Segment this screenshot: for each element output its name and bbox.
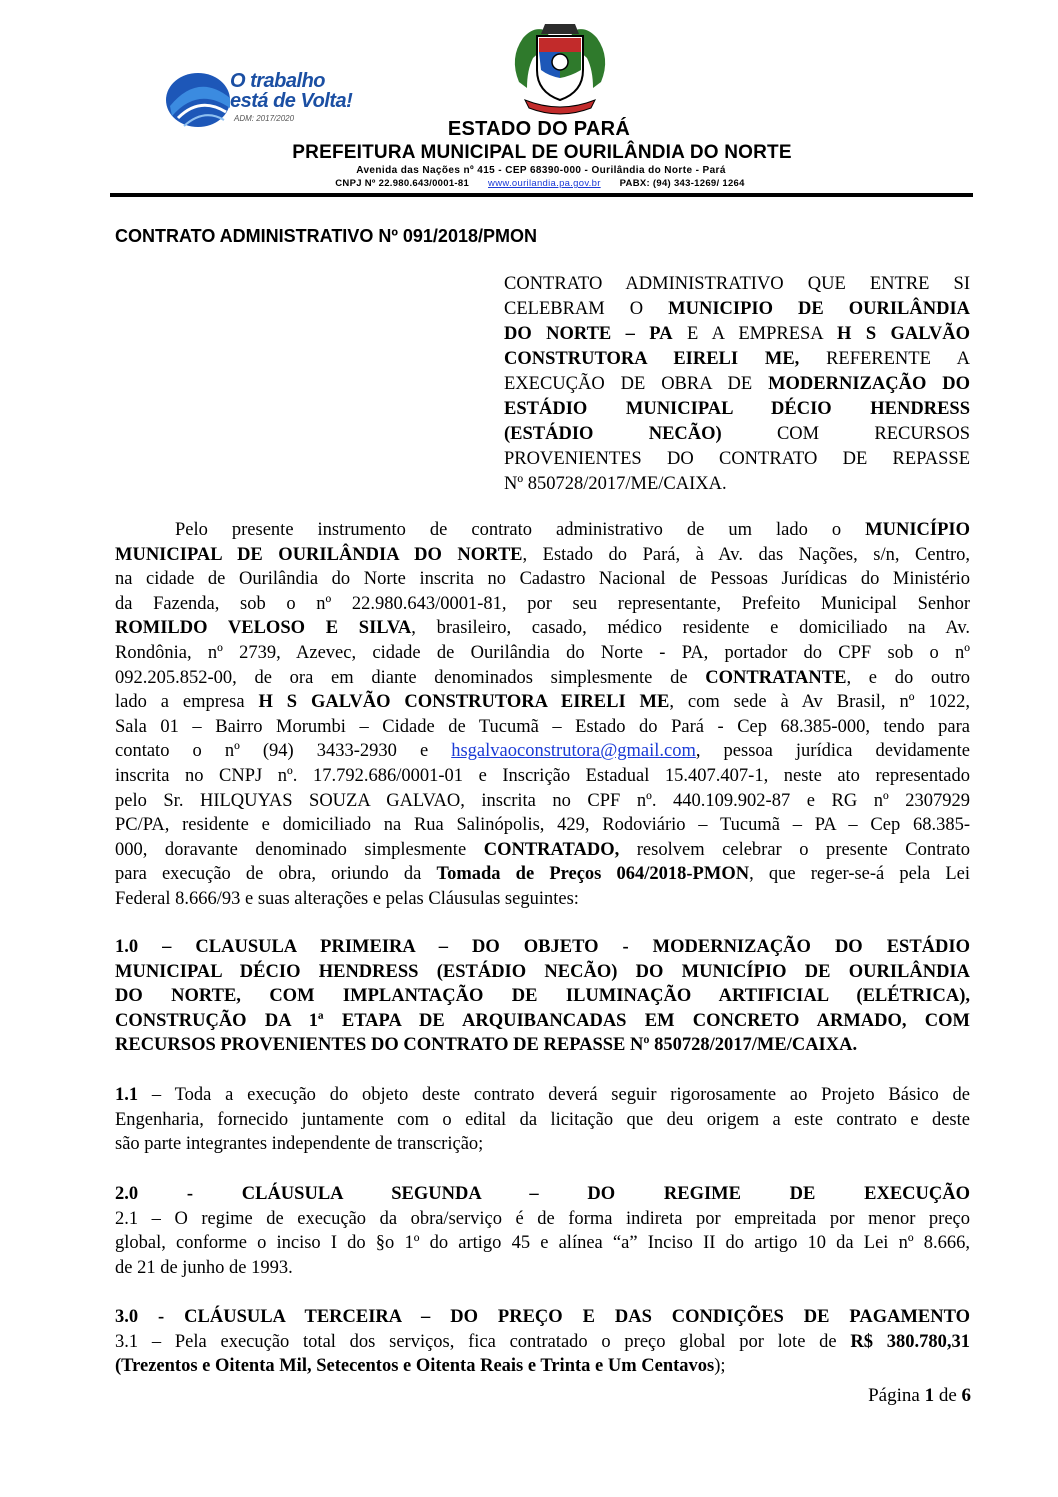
text-segment: COM RECURSOS — [721, 424, 970, 444]
text-segment: , brasileiro, casado, médico residente e domiciliado na Av. — [411, 618, 971, 639]
text-segment: resolvem celebrar o presente Contrato — [619, 839, 970, 860]
text-segment: pelo Sr. HILQUYAS SOUZA GALVAO, inscrita no CPF nº. 440.109.902-87 e RG nº 2307929 — [115, 790, 970, 811]
text-line — [115, 789, 970, 814]
coat-of-arms-icon — [505, 18, 615, 118]
text-segment: na cidade de Ourilândia do Norte inscrita no Cadastro Nacional de Pessoas Jurídicas do Ministério — [115, 569, 970, 590]
text-segment: CELEBRAM O — [504, 299, 669, 319]
text-line — [504, 397, 970, 422]
bold-text: ESTÁDIO MUNICIPAL DÉCIO HENDRESS — [504, 399, 970, 419]
text-segment: Engenharia, fornecido juntamente com o edital da licitação que deu origem a este contrato e deste — [115, 1109, 970, 1130]
website-link[interactable]: www.ourilandia.pa.gov.br — [488, 178, 601, 189]
prefecture-heading: PREFEITURA MUNICIPAL DE OURILÂNDIA DO NORTE — [292, 142, 792, 163]
bold-text: MUNICIPAL DÉCIO HENDRESS (ESTÁDIO NECÃO) DO MUNICÍPIO DE OURILÂNDIA — [115, 961, 970, 982]
text-segment: lado a empresa — [115, 692, 259, 713]
bold-text: 1.0 – CLAUSULA PRIMEIRA – DO OBJETO - MODERNIZAÇÃO DO ESTÁDIO — [115, 937, 970, 957]
text-segment: – Toda a execução do objeto deste contrato deverá seguir rigorosamente ao Projeto Básico de — [138, 1085, 970, 1105]
page-number — [868, 1385, 971, 1407]
text-line — [115, 739, 970, 764]
logo-line-2: está de Volta! — [230, 90, 353, 112]
text-line — [115, 1083, 970, 1108]
text-segment: global, conforme o inciso I do §o 1º do artigo 45 e alínea “a” Inciso II do artigo 10 da Lei nº 8.666, — [115, 1233, 970, 1254]
text-segment: , pessoa jurídica devidamente — [695, 741, 970, 762]
clause-1-object — [115, 935, 970, 1058]
bold-text: (Trezentos e Oitenta Mil, Setecentos e Oitenta Reais e Trinta e Um Centavos — [115, 1356, 715, 1377]
bold-text: 2.0 - CLÁUSULA SEGUNDA – DO REGIME DE EXECUÇÃO — [115, 1184, 970, 1204]
page-prefix: Página — [868, 1385, 925, 1406]
contract-title: CONTRATO ADMINISTRATIVO Nº 091/2018/PMON — [115, 226, 537, 246]
text-segment: CONTRATO ADMINISTRATIVO QUE ENTRE SI — [504, 274, 970, 294]
text-segment: , Estado do Pará, à Av. das Nações, s/n, Centro, — [522, 544, 970, 565]
header-divider — [110, 193, 973, 197]
page-total: 6 — [961, 1385, 971, 1406]
bold-text: R$ 380.780,31 — [850, 1331, 970, 1352]
text-line — [115, 690, 970, 715]
text-segment: REFERENTE A — [799, 349, 970, 369]
logo-line-3: ADM: 2017/2020 — [234, 114, 295, 123]
text-line — [504, 272, 970, 297]
text-line — [115, 592, 970, 617]
text-segment: EXECUÇÃO DE OBRA DE — [504, 374, 769, 394]
state-heading: ESTADO DO PARÁ — [447, 118, 631, 140]
text-line — [115, 960, 970, 985]
logo-line-1: O trabalho — [230, 70, 326, 92]
bold-text: CONSTRUTORA EIRELI ME, — [504, 349, 800, 369]
text-segment: Pelo presente instrumento de contrato administrativo de um lado o — [175, 520, 866, 540]
text-segment: Federal 8.666/93 e suas alterações e pelas Cláusulas seguintes: — [115, 888, 579, 909]
text-segment: , com sede à Av Brasil, nº 1022, — [669, 692, 970, 713]
text-line — [115, 838, 970, 863]
text-line — [115, 887, 970, 912]
text-line — [115, 616, 970, 641]
text-segment: 092.205.852-00, de ora em diante denominados simplesmente de — [115, 667, 706, 688]
text-line — [115, 715, 970, 740]
text-segment: , e do outro — [846, 667, 970, 688]
text-segment: Nº 850728/2017/ME/CAIXA. — [504, 474, 727, 494]
bold-text: CONSTRUÇÃO DA 1ª ETAPA DE ARQUIBANCADAS EM CONCRETO ARMADO, COM — [115, 1010, 970, 1031]
page-current: 1 — [924, 1385, 935, 1406]
bold-text: 3.0 - CLÁUSULA TERCEIRA – DO PREÇO E DAS CONDIÇÕES DE PAGAMENTO — [115, 1307, 970, 1327]
bold-text: CONTRATANTE — [705, 667, 847, 688]
text-line — [115, 862, 970, 887]
text-line — [115, 1207, 970, 1232]
text-line — [115, 1305, 970, 1330]
text-segment: 000, doravante denominado simplesmente — [115, 839, 484, 860]
bold-text: CONTRATADO, — [483, 839, 620, 860]
text-segment: , que reger-se-á pela Lei — [749, 864, 971, 885]
text-segment: Sala 01 – Bairro Morumbi – Cidade de Tucumã – Estado do Pará - Cep 68.385-000, tendo para — [115, 716, 970, 737]
email-link[interactable]: hsgalvaoconstrutora@gmail.com — [451, 741, 696, 762]
contract-summary — [504, 272, 970, 497]
bold-text: H S GALVÃO — [837, 324, 970, 344]
text-segment: contato o nº (94) 3433-2930 e — [115, 741, 452, 762]
text-line — [504, 447, 970, 472]
cnpj-text: CNPJ Nº 22.980.643/0001-81 — [335, 178, 470, 189]
bold-text: MUNICIPIO DE OURILÂNDIA — [668, 299, 970, 319]
clause-3-price — [115, 1305, 970, 1379]
text-line — [115, 641, 970, 666]
text-segment: para execução de obra, oriundo da — [115, 864, 437, 885]
text-line — [115, 518, 970, 543]
text-line — [115, 1009, 970, 1034]
text-line — [115, 935, 970, 960]
text-line — [115, 813, 970, 838]
bold-text: Tomada de Preços 064/2018-PMON — [436, 864, 750, 885]
text-line — [115, 1231, 970, 1256]
text-segment: de 21 de junho de 1993. — [115, 1257, 293, 1278]
text-line — [115, 1182, 970, 1207]
text-line — [115, 567, 970, 592]
text-line — [115, 1033, 970, 1058]
text-segment: E A EMPRESA — [672, 324, 838, 344]
text-line — [115, 1256, 970, 1281]
text-line — [115, 984, 970, 1009]
text-segment: da Fazenda, sob o nº 22.980.643/0001-81, por seu representante, Prefeito Municipal Senhor — [115, 593, 970, 614]
bold-text: 1.1 — [115, 1085, 139, 1105]
text-line — [504, 347, 970, 372]
text-segment: 3.1 – Pela execução total dos serviços, fica contratado o preço global por lote de — [115, 1331, 851, 1352]
bold-text: H S GALVÃO CONSTRUTORA EIRELI ME — [258, 692, 670, 713]
bold-text: RECURSOS PROVENIENTES DO CONTRATO DE REPASSE Nº 850728/2017/ME/CAIXA. — [115, 1035, 858, 1056]
page-separator: de — [934, 1385, 962, 1406]
bold-text: MUNICÍPIO — [865, 520, 970, 540]
text-segment: PC/PA, residente e domiciliado na Rua Salinópolis, 429, Rodoviário – Tucumã – PA – Cep 68.385- — [115, 815, 970, 836]
text-line — [504, 372, 970, 397]
text-line — [115, 764, 970, 789]
text-segment: Rondônia, nº 2739, Azevec, cidade de Ourilândia do Norte - PA, portador do CPF sob o nº — [115, 642, 970, 663]
bold-text: MUNICIPAL DE OURILÂNDIA DO NORTE — [115, 544, 523, 565]
clause-2-execution-regime — [115, 1182, 970, 1280]
bold-text: MODERNIZAÇÃO DO — [768, 374, 971, 394]
preamble-paragraph — [115, 518, 970, 912]
bold-text: DO NORTE, COM IMPLANTAÇÃO DE ILUMINAÇÃO ARTIFICIAL (ELÉTRICA), — [115, 986, 970, 1007]
bold-text: (ESTÁDIO NECÃO) — [504, 424, 722, 444]
phone-text: PABX: (94) 343-1269/ 1264 — [619, 178, 745, 189]
text-line — [115, 1132, 970, 1157]
text-line — [504, 472, 970, 497]
clause-1-1 — [115, 1083, 970, 1157]
text-line — [115, 543, 970, 568]
text-segment: ); — [714, 1356, 726, 1377]
prefecture-contact-line — [0, 178, 1058, 189]
text-line — [504, 297, 970, 322]
text-line — [115, 1108, 970, 1133]
text-line — [115, 666, 970, 691]
municipal-crest — [505, 18, 615, 118]
text-line — [115, 1354, 970, 1379]
text-segment: PROVENIENTES DO CONTRATO DE REPASSE — [504, 449, 970, 469]
text-line — [115, 1330, 970, 1355]
bold-text: DO NORTE – PA — [504, 324, 673, 344]
prefecture-address: Avenida das Nações nº 415 - CEP 68390-000 - Ourilândia do Norte - Pará — [356, 165, 726, 176]
text-line — [504, 322, 970, 347]
text-line — [504, 422, 970, 447]
text-segment: inscrita no CNPJ nº. 17.792.686/0001-01 e Inscrição Estadual 15.407.407-1, neste ato representado — [115, 765, 970, 786]
bold-text: ROMILDO VELOSO E SILVA — [115, 618, 412, 639]
text-segment: são parte integrantes independente de transcrição; — [115, 1134, 484, 1155]
text-segment: 2.1 – O regime de execução da obra/serviço é de forma indireta por empreitada por menor preço — [115, 1208, 970, 1229]
